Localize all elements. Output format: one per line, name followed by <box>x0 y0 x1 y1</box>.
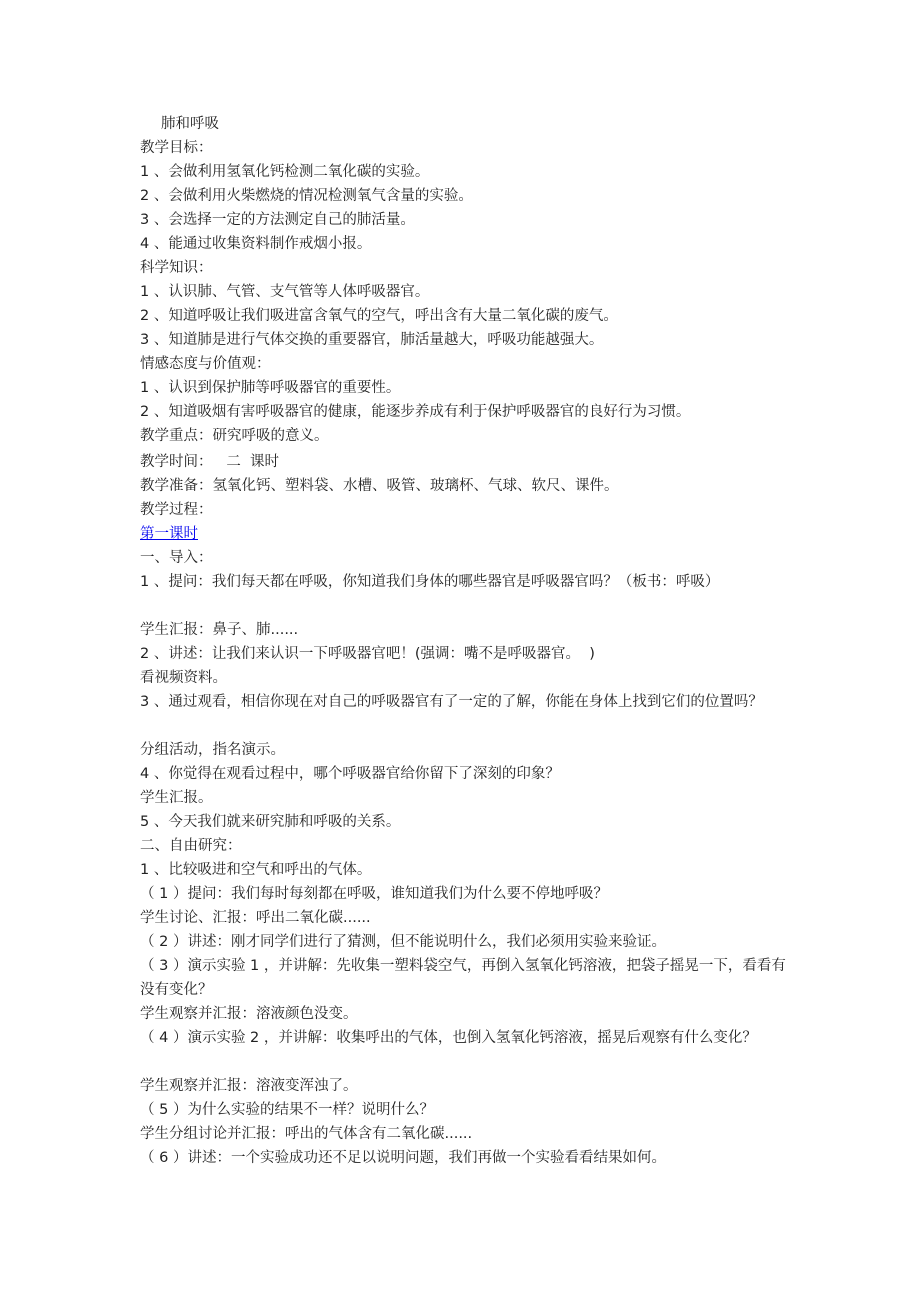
intro-item: 看视频资料。 <box>140 670 227 686</box>
research-item: （ 6 ）讲述：一个实验成功还不足以说明问题，我们再做一个实验看看结果如何。 <box>140 1150 666 1166</box>
science-item: 2 、知道呼吸让我们吸进富含氧气的空气，呼出含有大量二氧化碳的废气。 <box>140 308 618 324</box>
intro-heading: 一、导入： <box>140 550 213 566</box>
attitude-item: 1 、认识到保护肺等呼吸器官的重要性。 <box>140 380 401 396</box>
research-item: （ 5 ）为什么实验的结果不一样？说明什么？ <box>140 1102 434 1118</box>
lesson-link[interactable]: 第一课时 <box>140 526 198 542</box>
research-item: （ 1 ）提问：我们每时每刻都在呼吸，谁知道我们为什么要不停地呼吸？ <box>140 886 608 902</box>
key-point: 教学重点：研究呼吸的意义。 <box>140 428 329 444</box>
goals-heading: 教学目标： <box>140 140 213 156</box>
teaching-process: 教学过程： <box>140 502 213 518</box>
intro-item: 3 、通过观看，相信你现在对自己的呼吸器官有了一定的了解，你能在身体上找到它们的位置吗？ <box>140 694 763 710</box>
science-item: 1 、认识肺、气管、支气管等人体呼吸器官。 <box>140 284 430 300</box>
research-item: （ 2 ）讲述：刚才同学们进行了猜测，但不能说明什么，我们必须用实验来验证。 <box>140 934 666 950</box>
intro-item: 2 、讲述：让我们来认识一下呼吸器官吧！(强调：嘴不是呼吸器官。 ) <box>140 646 595 662</box>
research-item: （ 4 ）演示实验 2 ，并讲解：收集呼出的气体，也倒入氢氧化钙溶液，摇晃后观察有什么变化？ <box>140 1030 757 1046</box>
document-title: 肺和呼吸 <box>161 116 219 132</box>
lesson-link-row <box>140 522 800 546</box>
research-heading: 二、自由研究： <box>140 838 242 854</box>
research-item: 1 、比较吸进和空气和呼出的气体。 <box>140 862 372 878</box>
goal-item: 2 、会做利用火柴燃烧的情况检测氧气含量的实验。 <box>140 188 473 204</box>
research-item: 学生讨论、汇报：呼出二氧化碳...... <box>140 910 371 926</box>
goal-item: 1 、会做利用氢氧化钙检测二氧化碳的实验。 <box>140 164 430 180</box>
science-heading: 科学知识： <box>140 260 213 276</box>
research-item: （ 3 ）演示实验 1 ，并讲解：先收集一塑料袋空气，再倒入氢氧化钙溶液，把袋子摇晃一下，看看有没有变化？ <box>140 958 786 998</box>
intro-item: 5 、今天我们就来研究肺和呼吸的关系。 <box>140 814 401 830</box>
goal-item: 3 、会选择一定的方法测定自己的肺活量。 <box>140 212 415 228</box>
teaching-prep: 教学准备：氢氧化钙、塑料袋、水槽、吸管、玻璃杯、气球、软尺、课件。 <box>140 478 619 494</box>
intro-item: 学生汇报。 <box>140 790 213 806</box>
intro-item: 1 、提问：我们每天都在呼吸，你知道我们身体的哪些器官是呼吸器官吗？（板书：呼吸） <box>140 574 720 590</box>
intro-item: 4 、你觉得在观看过程中，哪个呼吸器官给你留下了深刻的印象？ <box>140 766 560 782</box>
teaching-time: 教学时间： 二 课时 <box>140 454 280 470</box>
goal-item: 4 、能通过收集资料制作戒烟小报。 <box>140 236 372 252</box>
attitude-item: 2 、知道吸烟有害呼吸器官的健康，能逐步养成有利于保护呼吸器官的良好行为习惯。 <box>140 404 691 420</box>
attitude-heading: 情感态度与价值观： <box>140 356 271 372</box>
research-item: 学生观察并汇报：溶液变浑浊了。 <box>140 1078 358 1094</box>
intro-item: 分组活动，指名演示。 <box>140 742 285 758</box>
science-item: 3 、知道肺是进行气体交换的重要器官，肺活量越大，呼吸功能越强大。 <box>140 332 604 348</box>
research-item: 学生分组讨论并汇报：呼出的气体含有二氧化碳...... <box>140 1126 473 1142</box>
intro-item: 学生汇报：鼻子、肺...... <box>140 622 299 638</box>
research-item: 学生观察并汇报：溶液颜色没变。 <box>140 1006 358 1022</box>
